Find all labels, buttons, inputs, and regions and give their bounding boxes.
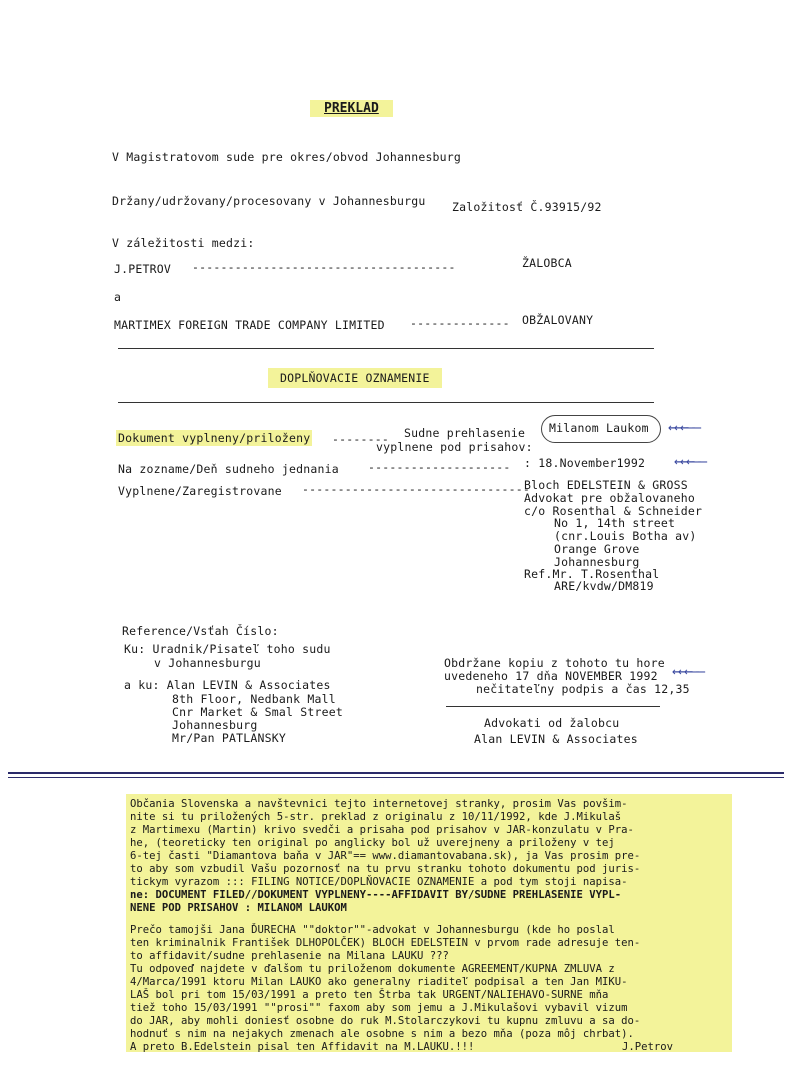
filed-line: Ref.Mr. T.Rosenthal	[524, 567, 660, 581]
plaintiff-role: ŽALOBCA	[522, 256, 572, 270]
filed-line: Johannesburg	[554, 555, 640, 569]
divider	[118, 402, 654, 403]
reference-address: Cnr Market & Smal Street	[172, 705, 343, 719]
document-label: Dokument vyplneny/priloženy	[118, 431, 311, 445]
plaintiff-dashes: -------------------------------------	[192, 260, 456, 274]
arrow-icon: ←←←——	[672, 662, 703, 680]
note-line: A preto B.Edelstein pisal ten Affidavit na M.LAUKU.!!!	[130, 1041, 475, 1053]
note-line: nite si tu priložených 5-str. preklad z originalu z 10/11/1992, kde J.Mikulaš	[130, 811, 622, 823]
note-line: hodnuť s nim na nejakych zmenach ale osobne s nim a bezo mňa (poza môj chrbat).	[130, 1028, 634, 1040]
filed-label: Vyplnene/Zaregistrovane	[118, 484, 282, 498]
reference-label: Reference/Vsťah Číslo:	[122, 624, 279, 638]
parties-intro: V záležitosti medzi:	[112, 236, 255, 250]
note-line: Občania Slovenska a navštevnici tejto internetovej stranky, prosim Vas povšim-	[130, 798, 628, 810]
case-number: Založitosť Č.93915/92	[452, 200, 602, 214]
note-line: Prečo tamojši Jana ĎURECHA ""doktor""-advokat v Johannesburgu (kde ho poslal	[130, 924, 615, 936]
reference-to: a ku: Alan LEVIN & Associates	[124, 678, 331, 692]
filed-line: Advokat pre obžalovaneho	[524, 491, 695, 505]
receipt-signature: Advokati od žalobcu	[484, 716, 620, 730]
note-line: do JAR, aby mohli doniesť osobne do ruk M.Stolarczykovi tu kupnu zmluvu a sa do-	[130, 1015, 641, 1027]
note-line: ne: DOCUMENT FILED//DOKUMENT VYPLNENY----AFFIDAVIT BY/SUDNE PREHLASENIE VYPL-	[130, 889, 622, 901]
note-line: to affidavit/sudne prehlasenie na Milana LAUKU ???	[130, 950, 449, 962]
note-line: tickym vyrazom ::: FILING NOTICE/DOPLŇOVACIE OZNAMENIE a pod tym stoji napisa-	[130, 876, 628, 888]
divider	[118, 348, 654, 349]
defendant-dashes: --------------	[410, 316, 510, 330]
hearing-label: Na zozname/Deň sudneho jednania	[118, 462, 339, 476]
note-line: NENE POD PRISAHOV : MILANOM LAUKOM	[130, 902, 347, 914]
filed-line: ARE/kvdw/DM819	[554, 579, 654, 593]
court-line: Držany/udržovany/procesovany v Johannesburgu	[112, 194, 426, 208]
note-line: 4/Marca/1991 ktoru Milan LAUKO ako generalny riaditeľ podpisal a ten Jan MIKU-	[130, 976, 628, 988]
note-line: Tu odpoveď najdete v ďalšom tu priloženom dokumente AGREEMENT/KUPNA ZMLUVA z	[130, 963, 615, 975]
note-line: ten kriminalnik František DLHOPOLČEK) BLOCH EDELSTEIN v prvom rade adresuje ten-	[130, 937, 641, 949]
hearing-date: : 18.November1992	[524, 456, 646, 470]
note-line: 6-tej časti "Diamantova baňa v JAR"== www.diamantovabana.sk), ja Vas prosim pre-	[130, 850, 641, 862]
filed-line: (cnr.Louis Botha av)	[554, 529, 697, 543]
section-title: DOPLŇOVACIE OZNAMENIE	[268, 368, 442, 388]
filed-dashes: --------------------------------	[302, 482, 530, 496]
signature-line	[446, 706, 660, 707]
conjunction: a	[114, 290, 122, 304]
reference-address: Johannesburg	[172, 718, 258, 732]
receipt-signature: Alan LEVIN & Associates	[474, 732, 638, 746]
note-line: tiež toho 15/03/1991 ""prosi"" faxom aby som jemu a J.Mikulašovi vybavil vizum	[130, 1002, 628, 1014]
reference-address: 8th Floor, Nedbank Mall	[172, 692, 336, 706]
note-line: he, (teoreticky ten original po anglicky bol už uverejneny a priloženy v tej	[130, 837, 615, 849]
defendant-role: OBŽALOVANY	[522, 313, 594, 327]
note-signature: J.Petrov	[622, 1041, 674, 1053]
arrow-icon: ←←←——	[674, 452, 705, 470]
note-line: to aby som vzbudil Vašu pozornosť na tu prvu stranku tohoto dokumentu pod juris-	[130, 863, 641, 875]
hearing-dashes: --------------------	[368, 460, 511, 474]
document-dashes: --------	[332, 432, 389, 446]
receipt-line: uvedeneho 17 dňa NOVEMBER 1992	[444, 669, 658, 683]
arrow-icon: ←←←——	[668, 418, 699, 436]
receipt-line: nečitateľny podpis a čas 12,35	[476, 682, 690, 696]
reference-to: v Johannesburgu	[154, 656, 261, 670]
plaintiff-name: J.PETROV	[114, 262, 171, 276]
defendant-name: MARTIMEX FOREIGN TRADE COMPANY LIMITED	[114, 318, 385, 332]
filed-line: c/o Rosenthal & Schneider	[524, 504, 703, 518]
filed-line: Orange Grove	[554, 542, 640, 556]
filed-line: Bloch EDELSTEIN & GROSS	[524, 478, 688, 492]
reference-to: Ku: Uradnik/Pisateľ toho sudu	[124, 642, 331, 656]
document-title: PREKLAD	[310, 100, 393, 117]
document-name: Milanom Laukom	[549, 421, 649, 435]
note-line: z Martimexu (Martin) krivo svedči a prisaha pod prisahov v JAR-konzulatu v Pra-	[130, 824, 634, 836]
document-value: vyplnene pod prisahov:	[376, 440, 533, 454]
separator	[8, 777, 784, 778]
document-value: Sudne prehlasenie	[404, 426, 526, 440]
separator	[8, 772, 784, 774]
reference-address: Mr/Pan PATLANSKY	[172, 731, 286, 745]
receipt-line: Obdržane kopiu z tohoto tu hore	[444, 656, 665, 670]
note-line: LAŠ bol pri tom 15/03/1991 a preto ten Štrba tak URGENT/NALIEHAVO-SURNE mňa	[130, 989, 609, 1001]
filed-line: No 1, 14th street	[554, 516, 676, 530]
court-line: V Magistratovom sude pre okres/obvod Johannesburg	[112, 150, 462, 164]
